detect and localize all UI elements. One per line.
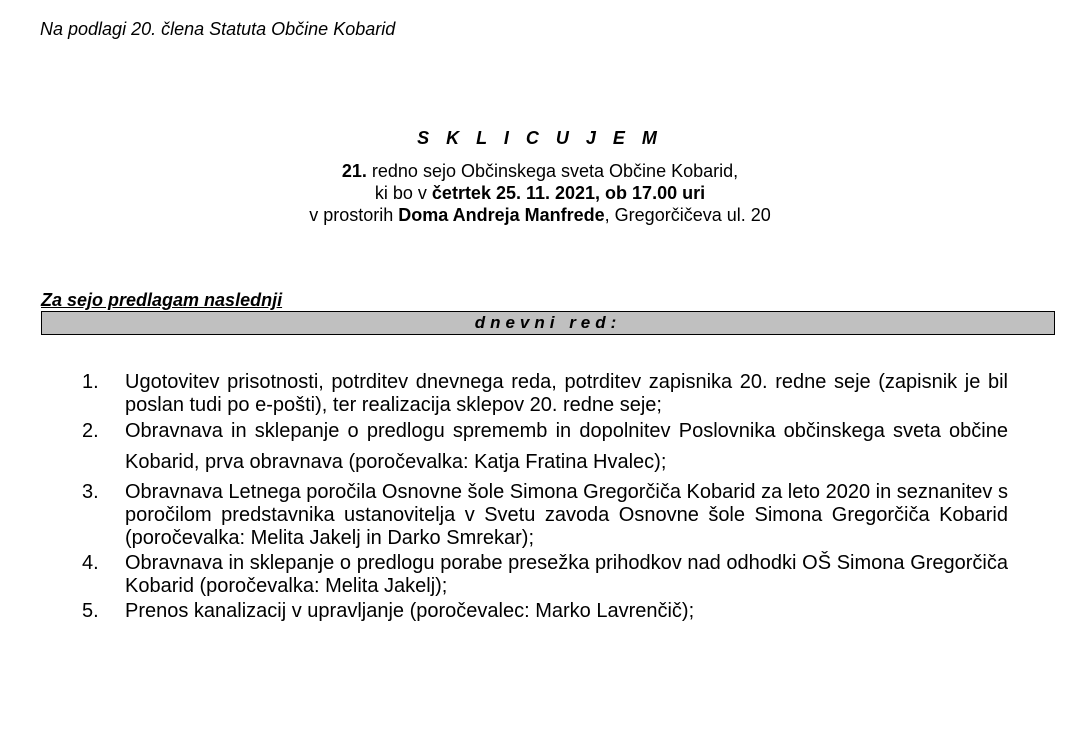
session-location-line (0, 204, 1080, 226)
agenda-item (82, 371, 1008, 417)
session-time-prefix: ki bo v (374, 183, 432, 203)
session-time: četrtek 25. 11. 2021, ob 17.00 uri (431, 183, 706, 203)
agenda-list (82, 371, 1008, 625)
session-venue: Doma Andreja Manfrede (398, 205, 605, 225)
session-text: redno sejo Občinskega sveta Občine Kobarid, (366, 161, 739, 181)
agenda-item (82, 552, 1008, 598)
agenda-title: dnevni red: (474, 313, 622, 332)
agenda-item-text: Obravnava in sklepanje o predlogu sprememb in dopolnitev Poslovnika občinskega sveta občine Kobarid, prva obravnava (poročevalka: Katja Fratina Hvalec); (125, 420, 1008, 473)
session-address: , Gregorčičeva ul. 20 (604, 205, 771, 225)
agenda-item-number: 3. (82, 481, 99, 503)
preamble-text: Na podlagi 20. člena Statuta Občine Kobarid (40, 19, 396, 39)
agenda-item-text: Prenos kanalizacij v upravljanje (poročevalec: Marko Lavrenčič); (125, 600, 695, 622)
agenda-item-number: 2. (82, 420, 99, 442)
agenda-item (82, 600, 1008, 623)
session-line (0, 160, 1080, 182)
agenda-item (82, 481, 1008, 550)
document-heading: S K L I C U J E M (417, 128, 663, 148)
agenda-item (82, 416, 1008, 478)
agenda-item-text: Obravnava Letnega poročila Osnovne šole Simona Gregorčiča Kobarid za leto 2020 in seznanitev s poročilom predstavnika ustanovitelja v Svetu zavoda Osnovne šole Simona Gregorčiča Kobarid (poročevalka: Melita Jakelj in Darko Smrekar); (125, 481, 1008, 549)
agenda-item-text: Obravnava in sklepanje o predlogu porabe presežka prihodkov nad odhodki OŠ Simona Gregorčiča Kobarid (poročevalka: Melita Jakelj); (125, 552, 1008, 597)
proposal-label: Za sejo predlagam naslednji (41, 290, 283, 310)
session-number: 21. (341, 161, 367, 181)
agenda-item-number: 5. (82, 600, 99, 622)
session-details (0, 160, 1080, 226)
agenda-item-number: 1. (82, 371, 99, 393)
agenda-item-number: 4. (82, 552, 99, 574)
agenda-item-text: Ugotovitev prisotnosti, potrditev dnevnega reda, potrditev zapisnika 20. redne seje (zapisnik je bil poslan tudi po e-pošti), ter realizacija sklepov 20. redne seje; (125, 371, 1008, 416)
agenda-title-bar (41, 311, 1055, 335)
session-location-prefix: v prostorih (309, 205, 399, 225)
session-time-line (0, 182, 1080, 204)
